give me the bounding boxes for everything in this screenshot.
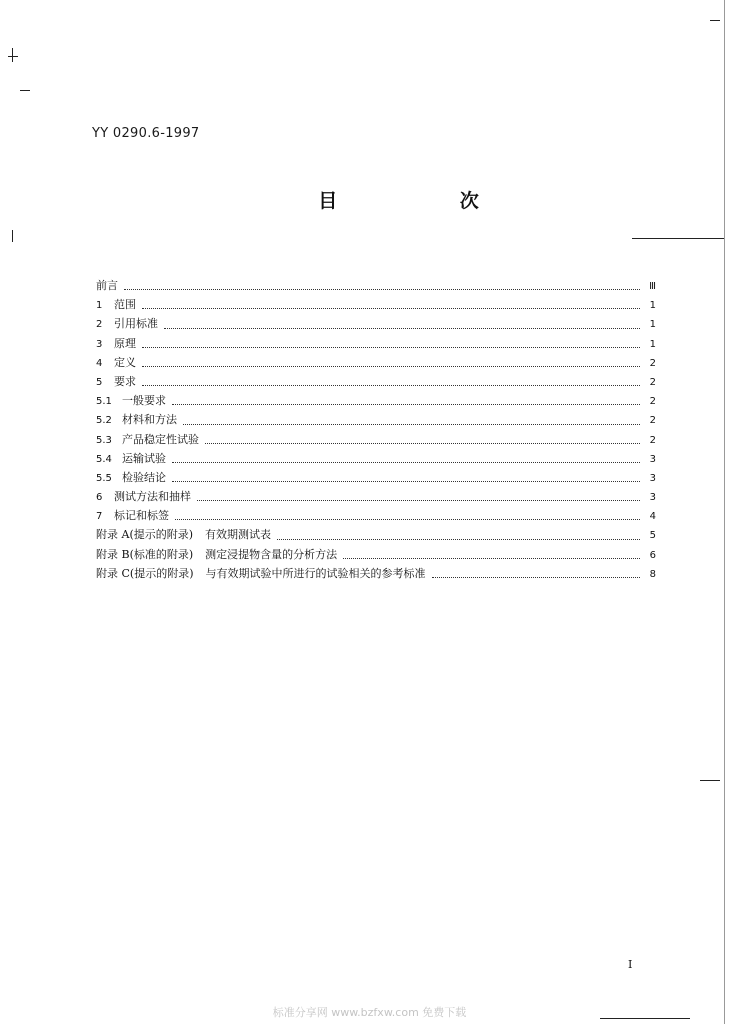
toc-leader-dots <box>197 499 640 501</box>
toc-leader-dots <box>172 461 640 463</box>
page-number: I <box>628 958 633 971</box>
toc-leader-dots <box>142 307 640 309</box>
toc-entry-number: 5.4 <box>96 453 112 465</box>
toc-leader-dots <box>277 538 640 540</box>
toc-leader-dots <box>183 423 640 425</box>
toc-entry-number: 6 <box>96 492 103 504</box>
scan-mark <box>8 56 18 57</box>
toc-entry-label: 前言 <box>96 279 118 292</box>
toc-entry-page: 2 <box>649 357 656 369</box>
toc-entry-label: 原理 <box>114 336 136 350</box>
toc-entry-label: 标记和标签 <box>114 509 169 523</box>
toc-leader-dots <box>124 288 640 290</box>
toc-entry-label: 与有效期试验中所进行的试验相关的参考标准 <box>205 566 426 580</box>
toc-leader-dots <box>142 365 640 367</box>
toc-entry-annex: 附录 A(提示的附录) <box>96 528 194 542</box>
table-of-contents <box>96 276 656 583</box>
toc-entry[interactable] <box>96 295 656 314</box>
document-number: YY 0290.6-1997 <box>92 126 200 141</box>
toc-entry-label: 测试方法和抽样 <box>114 490 191 504</box>
toc-leader-dots <box>172 403 640 405</box>
toc-entry-annex: 附录 B(标准的附录) <box>96 547 194 561</box>
toc-entry[interactable] <box>96 487 656 506</box>
scan-mark <box>710 20 720 21</box>
toc-entry-label: 测定浸提物含量的分析方法 <box>205 547 338 561</box>
toc-entry-page: 1 <box>649 319 656 331</box>
toc-entry-page: 3 <box>649 453 656 465</box>
toc-entry-label: 要求 <box>114 374 136 388</box>
toc-entry-page: 1 <box>649 338 656 350</box>
toc-entry-page: 8 <box>649 568 656 580</box>
toc-entry[interactable] <box>96 334 656 353</box>
toc-entry-page: 6 <box>649 549 656 561</box>
toc-entry-annex: 附录 C(提示的附录) <box>96 566 194 580</box>
toc-leader-dots <box>142 384 640 386</box>
scan-mark <box>724 0 725 1024</box>
scan-mark <box>12 48 13 62</box>
toc-entry-label: 范围 <box>114 298 136 312</box>
toc-entry-page: 3 <box>649 472 656 484</box>
toc-leader-dots <box>343 557 640 559</box>
toc-entry-number: 7 <box>96 511 103 523</box>
toc-entry[interactable] <box>96 372 656 391</box>
toc-leader-dots <box>205 442 640 444</box>
toc-entry-page: 2 <box>649 434 656 446</box>
toc-entry[interactable] <box>96 449 656 468</box>
toc-title: 目 次 <box>318 190 537 212</box>
toc-entry[interactable] <box>96 276 656 295</box>
toc-entry[interactable] <box>96 410 656 429</box>
toc-entry-number: 1 <box>96 300 103 312</box>
toc-leader-dots <box>164 327 640 329</box>
toc-entry[interactable] <box>96 353 656 372</box>
toc-entry-label: 一般要求 <box>122 394 166 408</box>
toc-entry-label: 运输试验 <box>122 451 166 465</box>
toc-entry-page: 3 <box>649 492 656 504</box>
toc-entry[interactable] <box>96 545 656 564</box>
toc-entry-number: 5.3 <box>96 434 112 446</box>
toc-entry-label: 材料和方法 <box>122 413 177 427</box>
scan-mark <box>632 238 724 239</box>
toc-entry-page: 2 <box>649 415 656 427</box>
toc-entry-number: 5 <box>96 376 103 388</box>
toc-entry[interactable] <box>96 391 656 410</box>
toc-entry[interactable] <box>96 564 656 583</box>
toc-entry-page: 4 <box>649 511 656 523</box>
toc-entry-number: 5.1 <box>96 396 112 408</box>
toc-entry-page: 2 <box>649 396 656 408</box>
toc-entry-page: 2 <box>649 376 656 388</box>
toc-entry-number: 5.2 <box>96 415 112 427</box>
toc-entry-number: 2 <box>96 319 103 331</box>
toc-entry-label: 有效期测试表 <box>205 528 272 542</box>
toc-entry-label: 定义 <box>114 355 136 369</box>
toc-leader-dots <box>142 346 640 348</box>
toc-entry[interactable] <box>96 525 656 544</box>
toc-entry-label: 产品稳定性试验 <box>122 432 199 446</box>
toc-entry[interactable] <box>96 314 656 333</box>
toc-entry-page: 1 <box>649 300 656 312</box>
scan-mark <box>12 230 13 242</box>
scan-mark <box>20 90 30 91</box>
toc-entry-number: 5.5 <box>96 472 112 484</box>
toc-entry-label: 引用标准 <box>114 317 158 331</box>
toc-leader-dots <box>172 480 640 482</box>
toc-entry-number: 4 <box>96 357 103 369</box>
toc-entry-number: 3 <box>96 338 103 350</box>
toc-entry-page: Ⅲ <box>649 281 656 292</box>
toc-entry[interactable] <box>96 506 656 525</box>
watermark: 标准分享网 www.bzfxw.com 免费下载 <box>272 1006 467 1019</box>
toc-leader-dots <box>432 576 641 578</box>
toc-entry-page: 5 <box>649 530 656 542</box>
toc-entry-label: 检验结论 <box>122 470 166 484</box>
toc-leader-dots <box>175 518 640 520</box>
toc-entry[interactable] <box>96 468 656 487</box>
scan-mark <box>700 780 720 781</box>
toc-entry[interactable] <box>96 430 656 449</box>
